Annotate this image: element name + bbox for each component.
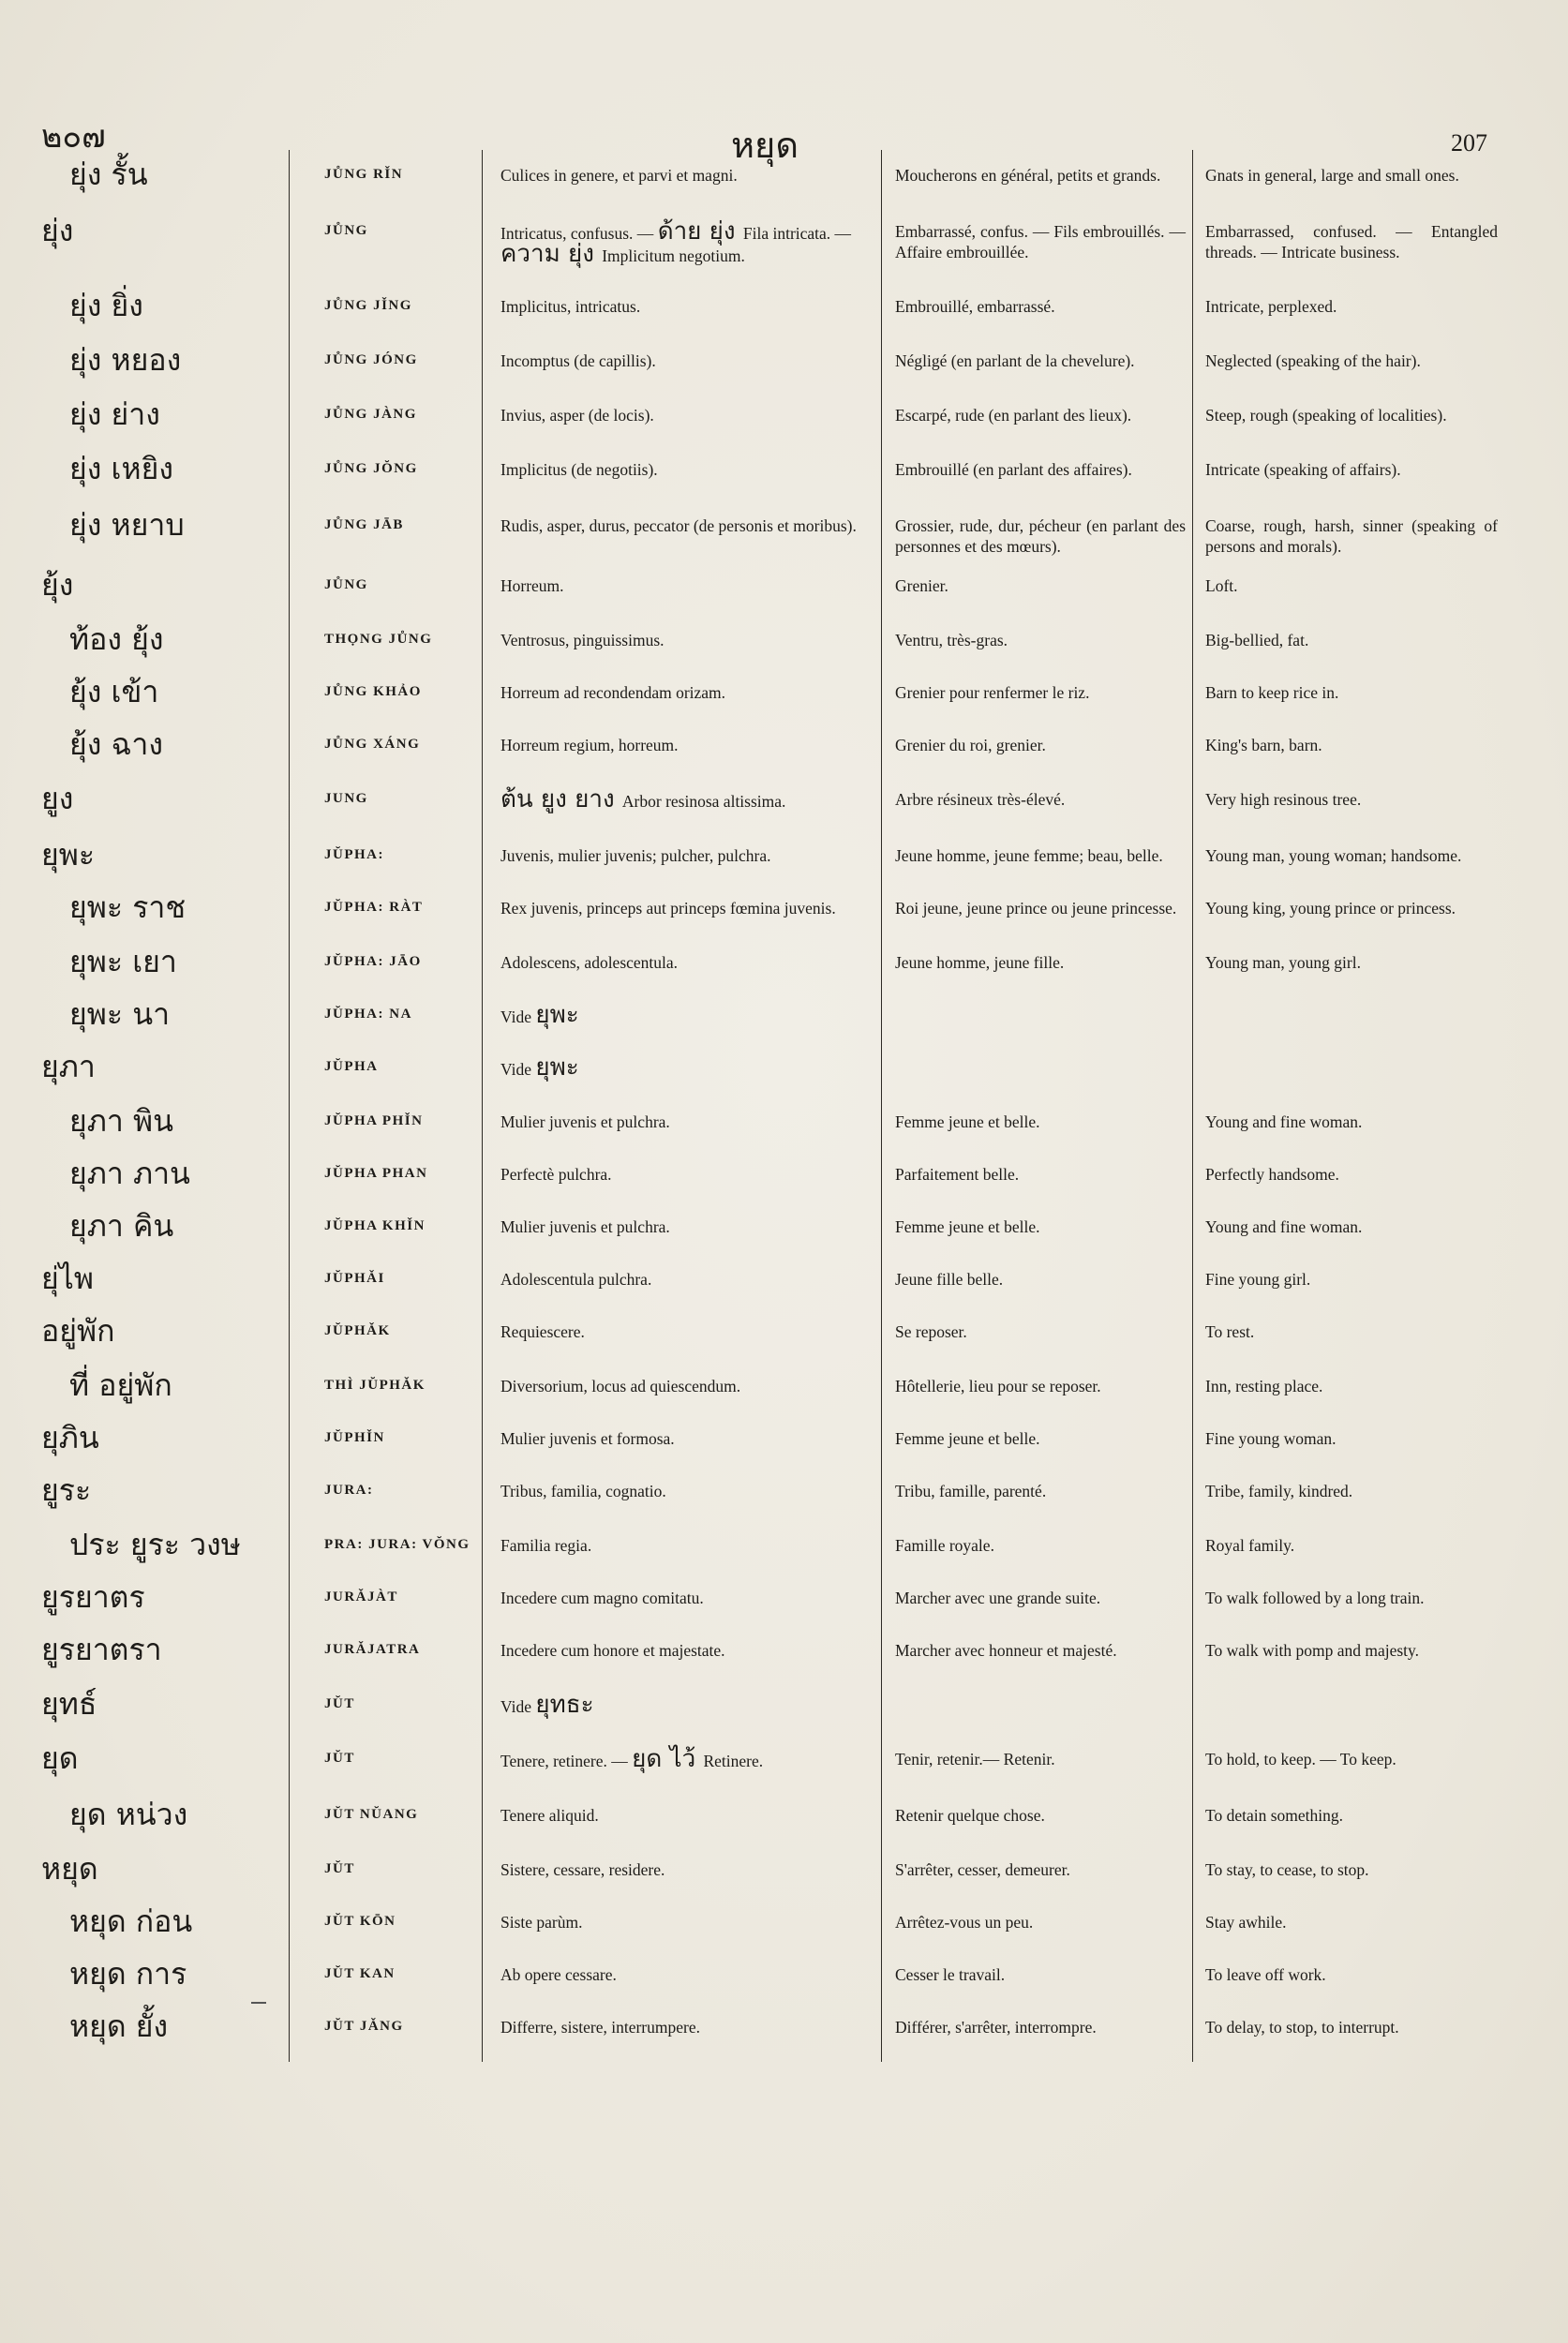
latin-definition: Horreum. <box>500 576 564 595</box>
romanization: JURǍJATRA <box>324 1642 421 1657</box>
french-definition: S'arrêter, cesser, demeurer. <box>895 1860 1070 1879</box>
thai-headword: ยุภา ภาน <box>69 1156 190 1191</box>
latin-definition: Implicitus (de negotiis). <box>500 460 658 479</box>
latin-definition <box>500 785 875 813</box>
latin-definition: Rex juvenis, princeps aut princeps fœmina juvenis. <box>500 899 836 918</box>
romanization: JŬPHA <box>324 1059 379 1074</box>
thai-headword: หยุด การ <box>69 1956 187 1992</box>
french-definition: Jeune homme, jeune femme; beau, belle. <box>895 846 1163 865</box>
thai-headword: หยุด <box>41 1851 98 1887</box>
thai-headword: ยุพะ ราช <box>69 889 187 925</box>
romanization: JŬT KŌN <box>324 1914 396 1929</box>
french-definition: Famille royale. <box>895 1536 994 1555</box>
romanization: JŬT <box>324 1861 355 1876</box>
romanization: JŬPHA: JĀO <box>324 954 422 969</box>
thai-example: ยุพะ <box>535 1053 579 1082</box>
latin-definition: Familia regia. <box>500 1536 592 1555</box>
thai-example: ความ ยุ่ง <box>500 240 603 268</box>
romanization: JURǍJÀT <box>324 1589 398 1604</box>
latin-definition: Invius, asper (de locis). <box>500 406 654 425</box>
english-definition: Young and fine woman. <box>1205 1217 1363 1236</box>
latin-definition: Sistere, cessare, residere. <box>500 1860 665 1879</box>
dictionary-entry <box>0 156 1568 208</box>
french-definition: Embrouillé (en parlant des affaires). <box>895 460 1132 479</box>
dictionary-entry <box>0 943 1568 995</box>
latin-text: Intricatus, confusus. — <box>500 224 658 243</box>
dictionary-entry <box>0 1631 1568 1683</box>
english-definition: To delay, to stop, to interrupt. <box>1205 2018 1399 2037</box>
english-definition: Young and fine woman. <box>1205 1112 1363 1131</box>
romanization: JŬPHǍI <box>324 1271 385 1286</box>
thai-headword: ยุภา <box>41 1049 96 1084</box>
latin-definition: Differre, sistere, interrumpere. <box>500 2018 700 2037</box>
thai-headword: ยุด <box>41 1740 79 1776</box>
latin-definition <box>500 1001 875 1029</box>
thai-headword: ยุ่ง ยิ่ง <box>69 288 143 323</box>
latin-definition <box>500 217 875 268</box>
english-definition: Fine young woman. <box>1205 1429 1337 1448</box>
french-definition: Négligé (en parlant de la chevelure). <box>895 351 1135 370</box>
latin-definition: Adolescens, adolescentula. <box>500 953 679 972</box>
dictionary-entry <box>0 287 1568 339</box>
french-definition: Femme jeune et belle. <box>895 1112 1040 1131</box>
dictionary-entry <box>0 1366 1568 1419</box>
dictionary-entry <box>0 395 1568 448</box>
dictionary-entry <box>0 1685 1568 1738</box>
latin-definition: Mulier juvenis et pulchra. <box>500 1217 670 1236</box>
latin-definition: Perfectè pulchra. <box>500 1165 612 1184</box>
romanization: JŬT JǍNG <box>324 2019 404 2034</box>
dictionary-entry <box>0 1903 1568 1955</box>
thai-headword: ท้อง ยุ้ง <box>69 621 164 657</box>
thai-headword: ประ ยูระ วงษ <box>69 1527 241 1562</box>
latin-definition: Horreum regium, horreum. <box>500 736 679 754</box>
dictionary-entry <box>0 888 1568 941</box>
french-definition: Cesser le travail. <box>895 1965 1006 1984</box>
dictionary-entry <box>0 1312 1568 1365</box>
french-definition: Escarpé, rude (en parlant des lieux). <box>895 406 1132 425</box>
thai-example: ด้าย ยุ่ง <box>657 217 743 246</box>
latin-definition <box>500 1053 875 1082</box>
english-definition: Big-bellied, fat. <box>1205 631 1309 649</box>
english-definition: Loft. <box>1205 576 1238 595</box>
thai-headword: หยุด ก่อน <box>69 1903 193 1939</box>
french-definition: Roi jeune, jeune prince ou jeune princesse. <box>895 899 1177 918</box>
latin-definition: Requiescere. <box>500 1322 585 1341</box>
thai-headword: ยุ่ไพ <box>41 1261 94 1296</box>
english-definition: Stay awhile. <box>1205 1913 1287 1932</box>
latin-definition: Diversorium, locus ad quiescendum. <box>500 1377 741 1395</box>
english-definition: Royal family. <box>1205 1536 1295 1555</box>
english-definition: Gnats in general, large and small ones. <box>1205 166 1459 185</box>
latin-text: Vide <box>500 1007 536 1026</box>
thai-headword: ยุ่ง หยาบ <box>69 507 185 543</box>
romanization: JŮNG KHẢO <box>324 684 422 699</box>
thai-headword: ยุ้ง เข้า <box>69 674 159 709</box>
thai-headword: ยูระ <box>41 1472 92 1508</box>
latin-definition: Implicitus, intricatus. <box>500 297 641 316</box>
thai-headword: ยุทธ์ <box>41 1686 97 1722</box>
french-definition: Femme jeune et belle. <box>895 1217 1040 1236</box>
latin-text: Fila intricata. — <box>742 224 852 243</box>
dictionary-entry <box>0 780 1568 832</box>
english-definition: King's barn, barn. <box>1205 736 1322 754</box>
dictionary-entry <box>0 1207 1568 1260</box>
thai-example: ยุทธะ <box>535 1691 594 1719</box>
dictionary-entry <box>0 1048 1568 1100</box>
thai-page-number: ๒๐๗ <box>41 118 106 156</box>
thai-headword: ยุด หน่วง <box>69 1797 188 1832</box>
thai-headword: ยุ่ง ย่าง <box>69 396 160 432</box>
romanization: JŮNG XÁNG <box>324 737 421 752</box>
dictionary-entry <box>0 566 1568 619</box>
latin-text: Implicitum negotium. <box>602 246 745 265</box>
romanization: JŬPHǏN <box>324 1430 385 1445</box>
romanization: JŮNG <box>324 577 368 592</box>
english-definition: Coarse, rough, harsh, sinner (speaking of persons and morals). <box>1205 516 1498 556</box>
thai-headword: ยุภิน <box>41 1420 99 1455</box>
english-definition: Intricate, perplexed. <box>1205 297 1337 316</box>
english-definition: Young king, young prince or princess. <box>1205 899 1456 918</box>
latin-definition: Ab opere cessare. <box>500 1965 617 1984</box>
romanization: THỌNG JŮNG <box>324 632 433 647</box>
thai-headword: ยุภา พิน <box>69 1103 173 1139</box>
thai-headword: ยุ้ง ฉาง <box>69 726 163 762</box>
dictionary-entry <box>0 212 1568 268</box>
latin-definition: Siste parùm. <box>500 1913 583 1932</box>
english-definition: To hold, to keep. — To keep. <box>1205 1750 1396 1768</box>
english-definition: Barn to keep rice in. <box>1205 683 1339 702</box>
latin-definition: Rudis, asper, durus, peccator (de personis et moribus). <box>500 516 857 535</box>
latin-definition: Mulier juvenis et pulchra. <box>500 1112 670 1131</box>
dictionary-entry <box>0 1155 1568 1207</box>
latin-definition: Tenere aliquid. <box>500 1806 599 1825</box>
latin-text: Tenere, retinere. — <box>500 1752 633 1770</box>
latin-text: Arbor resinosa altissima. <box>621 792 786 811</box>
thai-headword: ยุ่ง หยอง <box>69 342 182 378</box>
french-definition: Tenir, retenir.— Retenir. <box>895 1750 1055 1768</box>
latin-text: Vide <box>500 1697 536 1716</box>
thai-headword: ยุ่ง <box>41 213 74 248</box>
dictionary-entry <box>0 1471 1568 1524</box>
latin-definition: Incedere cum honore et majestate. <box>500 1641 725 1660</box>
dictionary-entry <box>0 506 1568 559</box>
running-head: หยุด <box>731 125 799 166</box>
english-definition: To rest. <box>1205 1322 1255 1341</box>
french-definition: Retenir quelque chose. <box>895 1806 1045 1825</box>
english-definition: To leave off work. <box>1205 1965 1326 1984</box>
thai-example: ยุด ไว้ <box>632 1745 704 1773</box>
romanization: JŬT <box>324 1696 355 1711</box>
english-definition: Embarrassed, confused. — Entangled threads. — Intricate business. <box>1205 222 1498 261</box>
french-definition: Embarrassé, confus. — Fils embrouillés. — Affaire embrouillée. <box>895 222 1186 261</box>
latin-definition: Horreum ad recondendam orizam. <box>500 683 726 702</box>
dictionary-entry <box>0 836 1568 888</box>
romanization: JŬPHA: <box>324 847 384 862</box>
page-number: 207 <box>1451 129 1487 157</box>
thai-headword: ยุ่ง เหยิง <box>69 451 173 486</box>
romanization: JŬPHA KHǏN <box>324 1218 426 1233</box>
romanization: PRA: JURA: VŎNG <box>324 1537 470 1552</box>
romanization: JŬPHA: NA <box>324 1007 412 1022</box>
thai-headword: ยูรยาตรา <box>41 1632 162 1667</box>
french-definition: Grenier. <box>895 576 948 595</box>
romanization: JŬPHǍK <box>324 1323 391 1338</box>
latin-text: Retinere. <box>703 1752 764 1770</box>
dictionary-entry <box>0 1419 1568 1471</box>
thai-headword: ยุภา คิน <box>69 1208 174 1244</box>
french-definition: Marcher avec une grande suite. <box>895 1589 1101 1607</box>
dictionary-entry <box>0 1739 1568 1792</box>
latin-definition: Incedere cum magno comitatu. <box>500 1589 704 1607</box>
french-definition: Hôtellerie, lieu pour se reposer. <box>895 1377 1101 1395</box>
dictionary-entry <box>0 673 1568 725</box>
english-definition: Inn, resting place. <box>1205 1377 1323 1395</box>
dictionary-entry <box>0 1578 1568 1631</box>
english-definition: Neglected (speaking of the hair). <box>1205 351 1421 370</box>
dictionary-entry <box>0 341 1568 394</box>
dictionary-entry <box>0 1526 1568 1578</box>
thai-headword: ยุพะ <box>41 837 96 873</box>
romanization: JŮNG JŎNG <box>324 461 418 476</box>
latin-definition: Culices in genere, et parvi et magni. <box>500 166 738 185</box>
english-definition: Very high resinous tree. <box>1205 790 1362 809</box>
thai-headword: ที่ อยู่พัก <box>69 1367 172 1403</box>
english-definition: Tribe, family, kindred. <box>1205 1482 1353 1500</box>
english-definition: Young man, young girl. <box>1205 953 1361 972</box>
french-definition: Moucherons en général, petits et grands. <box>895 166 1161 185</box>
english-definition: Intricate (speaking of affairs). <box>1205 460 1401 479</box>
french-definition: Ventru, très-gras. <box>895 631 1008 649</box>
french-definition: Jeune fille belle. <box>895 1270 1004 1289</box>
romanization: JŬT KAN <box>324 1966 396 1981</box>
latin-definition: Incomptus (de capillis). <box>500 351 656 370</box>
romanization: JŮNG <box>324 223 368 238</box>
thai-headword: ยูง <box>41 781 74 816</box>
thai-headword: ยุพะ เยา <box>69 944 177 979</box>
latin-definition <box>500 1745 875 1773</box>
english-definition: Perfectly handsome. <box>1205 1165 1339 1184</box>
french-definition: Tribu, famille, parenté. <box>895 1482 1047 1500</box>
french-definition: Parfaitement belle. <box>895 1165 1020 1184</box>
dictionary-entry <box>0 1850 1568 1903</box>
dictionary-entry <box>0 1955 1568 2007</box>
english-definition: Fine young girl. <box>1205 1270 1311 1289</box>
thai-headword: อยู่พัก <box>41 1313 115 1349</box>
thai-example: ยุพะ <box>535 1001 579 1029</box>
french-definition: Embrouillé, embarrassé. <box>895 297 1055 316</box>
dictionary-entry <box>0 1796 1568 1848</box>
romanization: JŮNG JǏNG <box>324 298 412 313</box>
thai-headword: ยุพะ นา <box>69 996 171 1032</box>
latin-definition: Mulier juvenis et formosa. <box>500 1429 675 1448</box>
latin-definition: Adolescentula pulchra. <box>500 1270 652 1289</box>
latin-definition: Juvenis, mulier juvenis; pulcher, pulchra. <box>500 846 771 865</box>
romanization: JŬPHA PHAN <box>324 1166 428 1181</box>
english-definition: To walk followed by a long train. <box>1205 1589 1425 1607</box>
french-definition: Arrêtez-vous un peu. <box>895 1913 1034 1932</box>
english-definition: To detain something. <box>1205 1806 1344 1825</box>
french-definition: Se reposer. <box>895 1322 967 1341</box>
french-definition: Femme jeune et belle. <box>895 1429 1040 1448</box>
english-definition: Steep, rough (speaking of localities). <box>1205 406 1447 425</box>
dictionary-entry <box>0 1260 1568 1312</box>
dictionary-entry <box>0 1102 1568 1155</box>
french-definition: Grenier du roi, grenier. <box>895 736 1046 754</box>
english-definition: To walk with pomp and majesty. <box>1205 1641 1420 1660</box>
romanization: JŬPHA: RÀT <box>324 900 424 915</box>
french-definition: Arbre résineux très-élevé. <box>895 790 1066 809</box>
french-definition: Différer, s'arrêter, interrompre. <box>895 2018 1097 2037</box>
romanization: THÌ JŬPHǍK <box>324 1378 426 1393</box>
latin-definition: Ventrosus, pinguissimus. <box>500 631 665 649</box>
romanization: JŮNG JÓNG <box>324 352 418 367</box>
romanization: JŬPHA PHǏN <box>324 1113 424 1128</box>
french-definition: Grenier pour renfermer le riz. <box>895 683 1090 702</box>
french-definition: Marcher avec honneur et majesté. <box>895 1641 1117 1660</box>
dictionary-entry <box>0 2007 1568 2060</box>
thai-headword: ยูรยาตร <box>41 1579 145 1615</box>
latin-definition <box>500 1691 875 1719</box>
thai-headword: ยุ่ง รั้น <box>69 157 148 192</box>
dictionary-entry <box>0 450 1568 502</box>
dictionary-entry <box>0 725 1568 778</box>
thai-headword: ยุ้ง <box>41 567 74 603</box>
english-definition: Young man, young woman; handsome. <box>1205 846 1462 865</box>
english-definition: To stay, to cease, to stop. <box>1205 1860 1369 1879</box>
romanization: JŬT NŬANG <box>324 1807 419 1822</box>
romanization: JŮNG RǏN <box>324 167 404 182</box>
romanization: JŮNG JĀB <box>324 517 404 532</box>
romanization: JUNG <box>324 791 368 806</box>
dictionary-entry <box>0 995 1568 1048</box>
dictionary-entry <box>0 620 1568 673</box>
french-definition: Grossier, rude, dur, pécheur (en parlant des personnes et des mœurs). <box>895 516 1186 556</box>
romanization: JŮNG JÀNG <box>324 407 417 422</box>
french-definition: Jeune homme, jeune fille. <box>895 953 1065 972</box>
thai-example: ต้น ยูง ยาง <box>500 785 622 813</box>
latin-definition: Tribus, familia, cognatio. <box>500 1482 666 1500</box>
latin-text: Vide <box>500 1060 536 1079</box>
thai-headword: หยุด ยั้ง <box>69 2008 169 2044</box>
romanization: JŬT <box>324 1751 355 1766</box>
romanization: JURA: <box>324 1483 374 1498</box>
